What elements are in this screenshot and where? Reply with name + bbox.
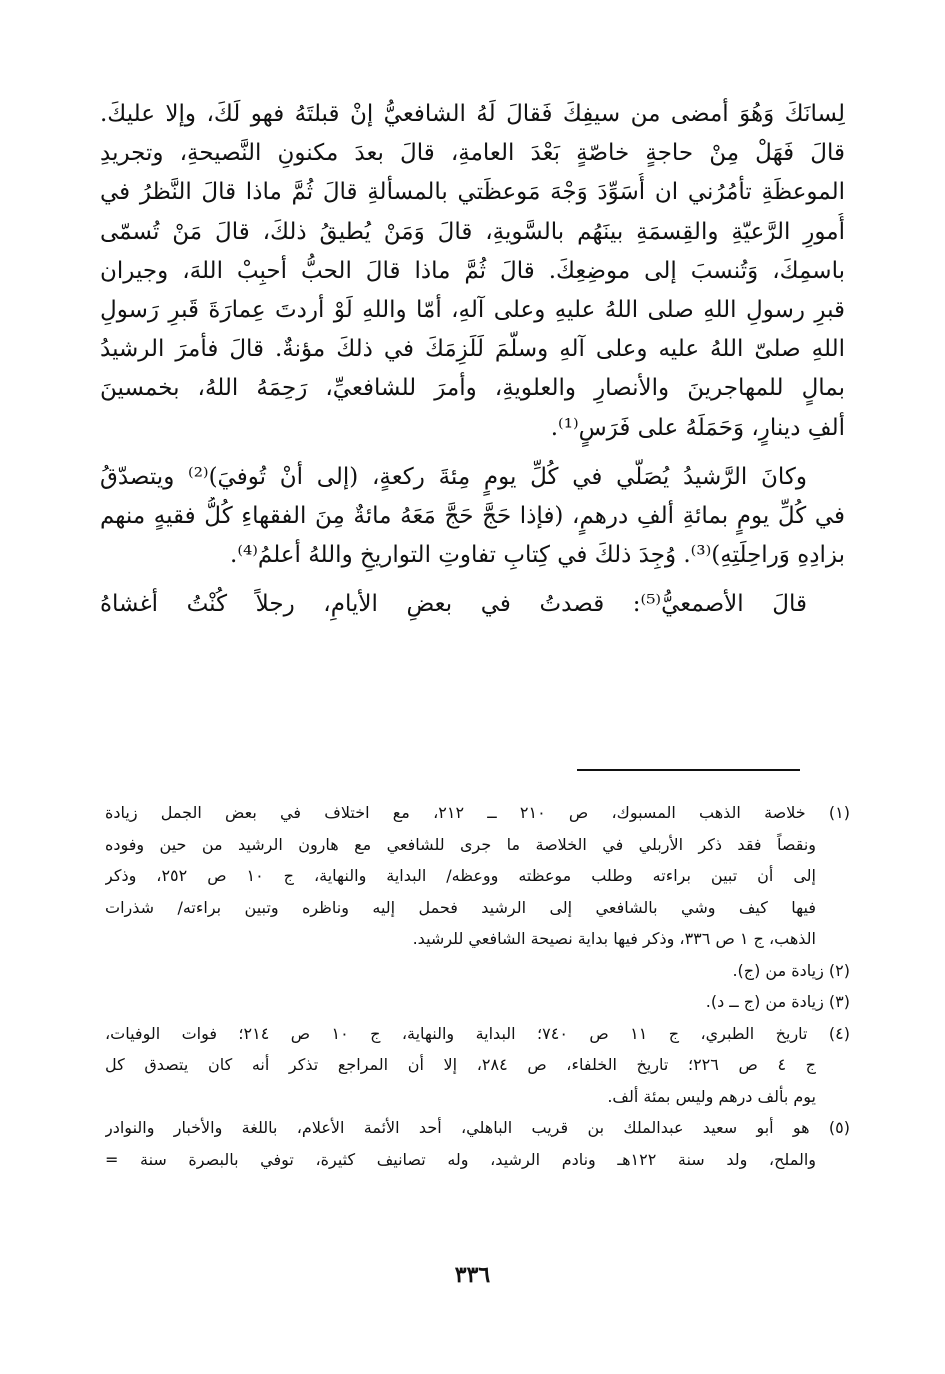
footnotes: [105, 797, 850, 1175]
text-line: قالَ فَهَلْ مِنْ حاجةٍ خاصّةٍ بَعْدَ العامةِ، قالَ بعدَ مكنونِ النَّصيحةِ، وتجريدِ: [100, 140, 845, 167]
text-line: أُمورِ الرَّعيّةِ والقِسمَةِ بينَهُم بالسَّويةِ، قالَ وَمَنْ يُطيقُ ذلكَ، قالَ مَنْ تُسمّى: [100, 218, 845, 245]
footnote-line: الذهب، ج ١ ص ٣٣٦، وذكر فيها بداية نصيحة الشافعي للرشيد.: [412, 929, 816, 948]
footnote-line: ونقصاً فقد ذكر الأربلي في الخلاصة ما جرى للشافعي مع هارون الرشيد من حين وفوده: [105, 834, 816, 854]
footnote-line: إلى أن تبين براءته وطلب موعظته ووعظه/ البداية والنهاية، ج ١٠ ص ٢٥٢، وذكر: [105, 866, 817, 885]
text-line: ألفِ دينارٍ، وَحَمَلَهُ على فَرَسٍ⁽¹⁾.: [550, 414, 845, 441]
paragraph-continuation: [100, 497, 845, 575]
footnote: [105, 797, 850, 955]
text-line: في كُلِّ يومٍ بمائةِ ألفِ درهمٍ، (فإذا حَجَّ حَجَّ مَعَهُ مائةٌ مِنَ الفقهاءِ كُلُّ فقيهٍ منهم: [100, 502, 845, 529]
footnote-line: ج ٤ ص ٢٢٦؛ تاريخ الخلفاء، ص ٢٨٤، إلا أن المراجع تذكر أنه كان يتصدق كل: [105, 1055, 817, 1074]
footnote-line: والملح، ولد سنة ١٢٢هـ ونادم الرشيد، وله تصانيف كثيرة، توفي بالبصرة سنة =: [105, 1149, 817, 1169]
footnote: [105, 986, 850, 1018]
text-line: الموعظَةِ تأمُرُني ان أُسَوِّدَ وَجْهَ مَوعظَتي بالمسألةِ قالَ ثُمَّ ماذا قالَ النَّظرُ في: [100, 179, 845, 206]
paragraph-gap: [100, 448, 845, 458]
footnote-divider: [577, 769, 800, 771]
footnote-line: (٤) تاريخ الطبري، ج ١١ ص ٧٤٠؛ البداية والنهاية، ج ١٠ ص ٢١٤؛ فوات الوفيات،: [105, 1023, 850, 1043]
paragraph: [100, 585, 845, 624]
footnote-line: (٥) هو أبو سعيد عبدالملك بن قريب الباهلي، أحد الأئمة الأعلام، باللغة والأخبار والنوادر: [105, 1118, 850, 1137]
footnote-line: فيها كيف وشي بالشافعي إلى الرشيد فحمل إليه وناظره وتبين براءته/ شذرات: [105, 897, 816, 917]
text-line: بزادِهِ وَراحِلَتِهِ)⁽³⁾. وُجِدَ ذلكَ في كِتابِ تفاوتِ التواريخِ واللهُ أعلمُ⁽⁴⁾.: [230, 542, 845, 569]
footnote: [105, 1018, 850, 1113]
text-line: باسمِكَ، وَتُنسبَ إلى موضِعِكَ. قالَ ثُمَّ ماذا قالَ الحبُّ أحبِبْ اللهَ، وجيران: [100, 257, 845, 284]
footnote: [105, 1112, 850, 1175]
text-line: قالَ الأصمعيُّ⁽⁵⁾: قصدتُ في بعضِ الأيامِ، رجلاً كُنْتُ أغشاهُ: [100, 591, 807, 618]
footnote-line: (٣) زيادة من (ج ــ د).: [705, 992, 850, 1011]
text-line: اللهِ صلىّ اللهُ عليه وعلى آلهِ وسلّمَ لَلَزِمَكَ في ذلكَ مؤنةٌ. قالَ فأمرَ الرشيدُ: [100, 336, 845, 363]
paragraph: [100, 95, 845, 448]
text-line: قبرِ رسولِ اللهِ صلى اللهُ عليهِ وعلى آلهِ، أمّا واللهِ لَوْ أردتَ عِمارَةَ قَبرِ رَسولِ: [100, 296, 845, 323]
paragraph-gap: [100, 575, 845, 585]
page-number: ٣٣٦: [454, 1262, 491, 1288]
footnote: [105, 955, 850, 987]
footnote-line: (١) خلاصة الذهب المسبوك، ص ٢١٠ ــ ٢١٢، مع اختلاف في بعض الجمل زيادة: [105, 803, 850, 822]
text-line: بمالٍ للمهاجرينَ والأنصارِ والعلويةِ، وأمرَ للشافعيِّ، رَحِمَهُ اللهُ، بخمسينَ: [100, 375, 845, 402]
text-line: لِسانَكَ وَهُوَ أمضى من سيفِكَ فَقالَ لَهُ الشافعيُّ إنْ قبلتَهُ فهو لَكَ، وإلا عليكَ.: [100, 101, 845, 127]
paragraph: [100, 458, 845, 497]
text-line: وكانَ الرَّشيدُ يُصَلّي في كُلِّ يومٍ مِئةَ ركعةٍ، (إلى أنْ تُوفيَ)⁽²⁾ ويتصدّقُ: [100, 463, 807, 490]
footnote-line: (٢) زيادة من (ج).: [732, 960, 850, 980]
footnote-line: يوم بألف درهم وليس بمئة ألف.: [607, 1086, 816, 1106]
main-text: [100, 95, 845, 624]
